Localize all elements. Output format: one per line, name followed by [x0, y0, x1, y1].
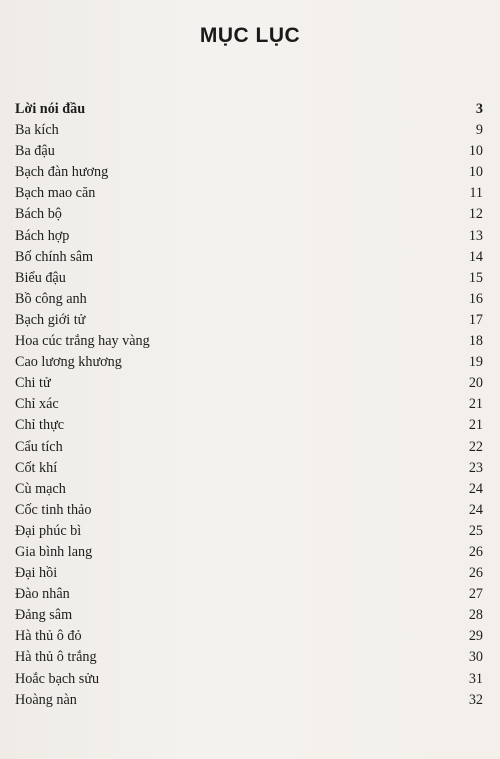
- toc-entry: [15, 458, 483, 479]
- toc-entry: [15, 268, 483, 289]
- toc-entry: [15, 521, 483, 542]
- toc-entry-label: Đảng sâm: [15, 607, 73, 624]
- toc-entry-label: Chỉ xác: [15, 396, 59, 413]
- toc-entry-label: Hoa cúc trắng hay vàng: [15, 333, 150, 350]
- toc-entry-label: Chi tử: [15, 375, 51, 392]
- toc-entry-label: Chỉ thực: [15, 417, 65, 434]
- toc-entry: [15, 183, 483, 204]
- toc-entry-label: Gia bình lang: [15, 543, 93, 560]
- page-title: MỤC LỤC: [199, 24, 301, 47]
- toc-entry: [15, 204, 483, 225]
- toc-entry: [15, 563, 483, 584]
- toc-entry-label: Bách hợp: [15, 227, 70, 244]
- toc-entry-page: 24: [468, 480, 483, 497]
- toc-entry-label: Cù mạch: [15, 480, 66, 497]
- toc-entry-label: Bạch mao căn: [15, 185, 96, 202]
- toc-entry-label: Lời nói đầu: [15, 101, 86, 117]
- toc-entry-page: 21: [468, 417, 483, 434]
- toc-entry-page: 26: [468, 543, 483, 560]
- toc-entry: [15, 120, 483, 141]
- toc-entry: [15, 289, 483, 310]
- toc-entry-page: 11: [469, 185, 483, 202]
- toc-entry-label: Ba kích: [15, 122, 59, 139]
- toc-entry: [15, 605, 483, 626]
- toc-entry-page: 30: [468, 649, 483, 666]
- toc-entry-page: 21: [468, 396, 483, 413]
- toc-entry: [15, 584, 483, 605]
- toc-entry-page: 16: [468, 290, 483, 307]
- toc-entry-label: Biểu đậu: [15, 269, 66, 286]
- toc-entry-label: Hoàng nàn: [15, 691, 77, 708]
- toc-entry-page: 19: [468, 354, 483, 371]
- toc-entry: [15, 690, 483, 711]
- toc-entry-label: Đào nhân: [15, 586, 70, 603]
- toc-entry-page: 13: [468, 227, 483, 244]
- toc-entry: [15, 141, 483, 162]
- toc-entry: [15, 415, 483, 436]
- table-of-contents: [15, 99, 483, 711]
- toc-entry: [15, 542, 483, 563]
- toc-entry-label: Hà thủ ô trắng: [15, 649, 97, 666]
- toc-entry-page: 29: [468, 628, 483, 645]
- toc-entry-label: Ba đậu: [15, 143, 55, 160]
- toc-entry-page: 10: [468, 164, 483, 181]
- toc-entry: [15, 394, 483, 415]
- toc-entry-label: Cao lương khương: [15, 354, 122, 371]
- toc-entry-page: 32: [468, 691, 483, 708]
- toc-entry-label: Đại hồi: [15, 565, 58, 582]
- toc-entry: [15, 331, 483, 352]
- toc-entry-page: 14: [468, 248, 483, 265]
- toc-entry-page: 26: [468, 565, 483, 582]
- toc-entry-page: 20: [468, 375, 483, 392]
- toc-entry: [15, 352, 483, 373]
- toc-entry: [15, 479, 483, 500]
- toc-entry-page: 18: [468, 333, 483, 350]
- toc-entry: [15, 373, 483, 394]
- toc-entry-page: 31: [468, 670, 483, 687]
- toc-entry-label: Bạch đàn hương: [15, 164, 109, 181]
- toc-entry-label: Cẩu tích: [15, 438, 63, 455]
- toc-entry-page: 22: [468, 438, 483, 455]
- toc-entry-label: Cốt khí: [15, 459, 58, 476]
- toc-entry: [15, 669, 483, 690]
- toc-entry: [15, 310, 483, 331]
- toc-entry: [15, 647, 483, 668]
- toc-entry: [15, 500, 483, 521]
- toc-entry: [15, 99, 483, 120]
- toc-entry-page: 27: [468, 586, 483, 603]
- toc-entry-page: 10: [468, 143, 483, 160]
- toc-entry: [15, 437, 483, 458]
- toc-entry: [15, 226, 483, 247]
- toc-entry-page: 25: [468, 522, 483, 539]
- toc-entry-label: Bách bộ: [15, 206, 62, 223]
- toc-entry-label: Cốc tinh thảo: [15, 501, 92, 518]
- toc-entry-page: 12: [468, 206, 483, 223]
- toc-entry-label: Bồ công anh: [15, 290, 87, 307]
- toc-entry-label: Đại phúc bì: [15, 522, 82, 539]
- toc-entry: [15, 162, 483, 183]
- toc-entry-label: Hà thủ ô đỏ: [15, 628, 82, 645]
- toc-entry: [15, 626, 483, 647]
- toc-entry-page: 23: [468, 459, 483, 476]
- toc-entry-page: 28: [468, 607, 483, 624]
- toc-entry-page: 24: [468, 501, 483, 518]
- toc-entry-page: 15: [468, 269, 483, 286]
- toc-entry-label: Bạch giới tử: [15, 311, 86, 328]
- toc-entry-page: 17: [468, 311, 483, 328]
- toc-entry-label: Bố chính sâm: [15, 248, 94, 265]
- toc-entry: [15, 247, 483, 268]
- toc-entry-page: 3: [475, 101, 483, 117]
- toc-entry-label: Hoắc bạch sửu: [15, 670, 100, 687]
- toc-entry-page: 9: [475, 122, 483, 139]
